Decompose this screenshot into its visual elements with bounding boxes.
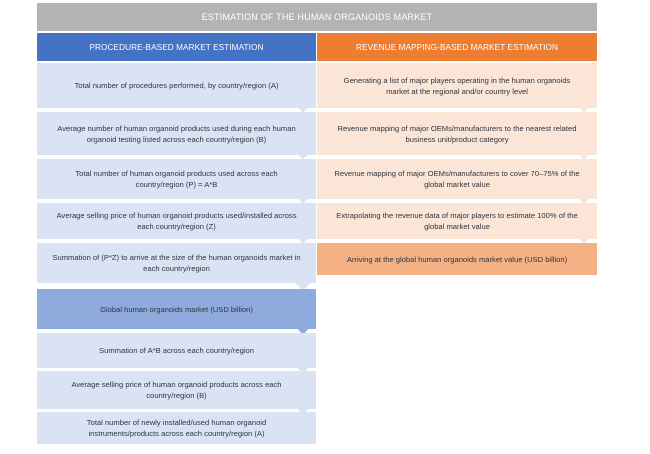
global-market-box: Global human organoids market (USD billion): [37, 289, 316, 329]
revenue-step-4: Extrapolating the revenue data of major players to estimate 100% of the global market value: [317, 203, 597, 239]
revenue-step-3: Revenue mapping of major OEMs/manufacturers to cover 70–75% of the global market value: [317, 159, 597, 199]
procedure-step-3: Total number of human organoid products used across each country/region (P) = A*B: [37, 159, 316, 199]
procedure-step-2: Average number of human organoid products used during each human organoid testing listed across each country/region (B): [37, 112, 316, 155]
procedure-based-header: PROCEDURE-BASED MARKET ESTIMATION: [37, 33, 316, 61]
procedure-step-9: Total number of newly installed/used human organoid instruments/products across each country/region (A): [37, 412, 316, 444]
procedure-step-4: Average selling price of human organoid products used/installed across each country/region (Z): [37, 203, 316, 239]
global-market-value-box: Arriving at the global human organoids market value (USD billion): [317, 243, 597, 275]
procedure-step-5: Summation of (P*Z) to arrive at the size of the human organoids market in each country/region: [37, 243, 316, 283]
diagram-title: ESTIMATION OF THE HUMAN ORGANOIDS MARKET: [37, 3, 597, 31]
revenue-step-1: Generating a list of major players operating in the human organoids market at the regional and/or country level: [317, 63, 597, 108]
revenue-step-2: Revenue mapping of major OEMs/manufacturers to the nearest related business unit/product category: [317, 112, 597, 155]
procedure-step-7: Summation of A*B across each country/region: [37, 333, 316, 368]
procedure-step-8: Average selling price of human organoid products across each country/region (B): [37, 371, 316, 409]
revenue-mapping-header: REVENUE MAPPING-BASED MARKET ESTIMATION: [317, 33, 597, 61]
procedure-step-1: Total number of procedures performed, by country/region (A): [37, 63, 316, 108]
